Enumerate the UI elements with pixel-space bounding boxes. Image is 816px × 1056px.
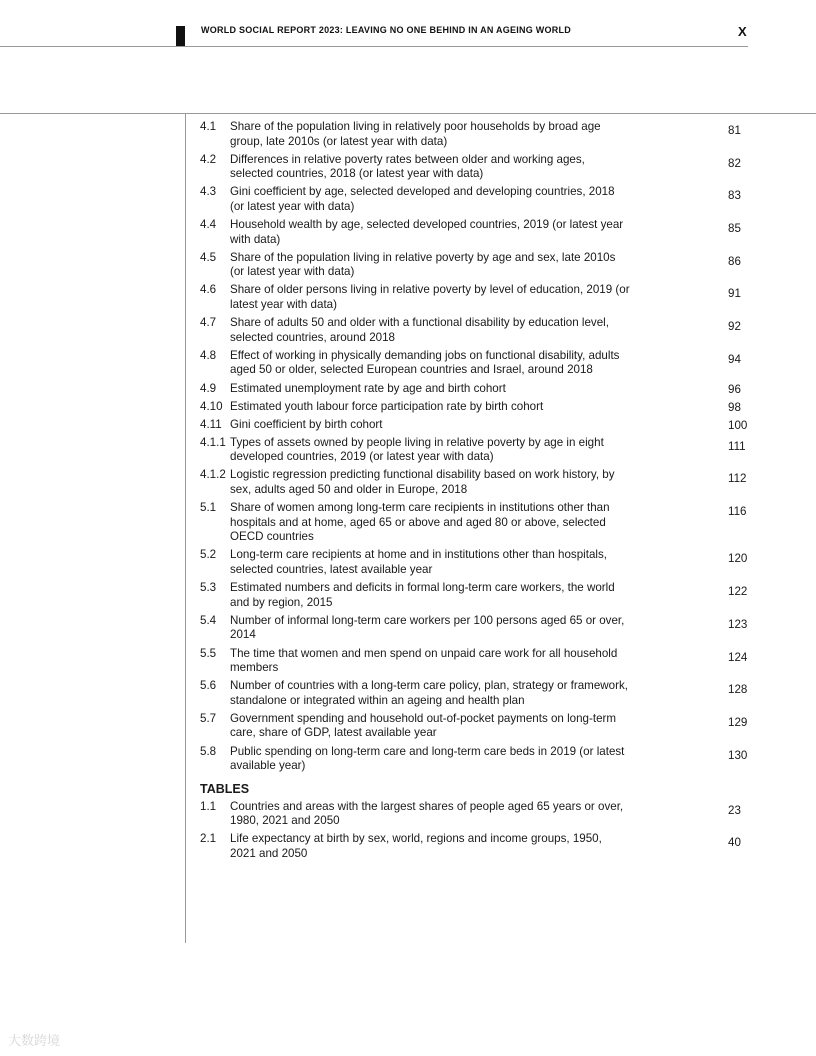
entry-number: 4.5 <box>200 250 217 264</box>
entry-page-number: 100 <box>728 418 748 432</box>
entry-title: Estimated youth labour force participation rate by birth cohort <box>230 399 544 413</box>
entry-number: 5.8 <box>200 744 217 758</box>
entry-page-number: 96 <box>728 382 741 396</box>
entry-number: 5.2 <box>200 548 217 562</box>
entry-number: 4.4 <box>200 218 217 232</box>
entry-title: Government spending and household out-of-pocket payments on long-term care, share of GDP, latest available year <box>230 711 617 740</box>
entry-page-number: 86 <box>728 254 741 268</box>
figure-entry[interactable] <box>200 501 760 545</box>
figure-entry[interactable] <box>200 382 760 397</box>
entry-number: 4.7 <box>200 316 217 330</box>
entry-number: 4.2 <box>200 152 217 166</box>
entry-page-number: 83 <box>728 189 741 203</box>
entry-title: Household wealth by age, selected developed countries, 2019 (or latest year with data) <box>230 218 624 246</box>
page-number: X <box>738 24 747 39</box>
figures-list <box>200 120 760 774</box>
entry-number: 1.1 <box>200 799 217 813</box>
entry-number: 5.3 <box>200 581 217 595</box>
figure-entry[interactable] <box>200 581 760 610</box>
figure-entry[interactable] <box>200 712 760 741</box>
entry-page-number: 92 <box>728 320 741 334</box>
figure-entry[interactable] <box>200 251 760 280</box>
entry-number: 4.1 <box>200 120 217 133</box>
entry-number: 5.1 <box>200 501 217 515</box>
entry-page-number: 91 <box>728 287 741 301</box>
entry-page-number: 81 <box>728 124 741 137</box>
entry-number: 4.10 <box>200 399 223 413</box>
entry-page-number: 23 <box>728 803 741 817</box>
entry-title: Countries and areas with the largest shares of people aged 65 years or over, 1980, 2021 and 2050 <box>230 799 624 828</box>
entry-number: 4.3 <box>200 185 217 199</box>
entry-title: The time that women and men spend on unpaid care work for all household members <box>230 646 618 675</box>
figure-entry[interactable] <box>200 679 760 708</box>
figure-entry[interactable] <box>200 349 760 378</box>
figure-entry[interactable] <box>200 283 760 312</box>
figure-entry[interactable] <box>200 548 760 577</box>
entry-number: 2.1 <box>200 832 217 846</box>
entry-page-number: 112 <box>728 472 747 486</box>
entry-title: Estimated unemployment rate by age and birth cohort <box>230 381 506 395</box>
entry-page-number: 129 <box>728 715 748 729</box>
entry-page-number: 111 <box>728 439 746 453</box>
figure-entry[interactable] <box>200 745 760 774</box>
entry-page-number: 40 <box>728 836 741 850</box>
figure-entry[interactable] <box>200 218 760 247</box>
entry-page-number: 128 <box>728 683 748 697</box>
running-header-title: WORLD SOCIAL REPORT 2023: LEAVING NO ONE BEHIND IN AN AGEING WORLD <box>201 25 572 35</box>
header-marker <box>176 26 185 46</box>
figure-entry[interactable] <box>200 120 760 149</box>
entry-number: 5.7 <box>200 711 217 725</box>
entry-title: Number of informal long-term care workers per 100 persons aged 65 or over, 2014 <box>230 613 625 642</box>
entry-number: 4.1.1 <box>200 435 226 449</box>
entry-page-number: 85 <box>728 222 741 236</box>
figure-entry[interactable] <box>200 316 760 345</box>
figure-entry[interactable] <box>200 418 760 433</box>
entry-page-number: 116 <box>728 505 747 519</box>
contents-list <box>200 120 760 865</box>
entry-title: Long-term care recipients at home and in institutions other than hospitals, selected countries, latest available year <box>230 548 608 577</box>
entry-number: 5.6 <box>200 679 217 693</box>
header-rule <box>0 46 748 47</box>
entry-page-number: 123 <box>728 617 748 631</box>
figure-entry[interactable] <box>200 153 760 182</box>
entry-page-number: 82 <box>728 156 741 170</box>
entry-title: Share of older persons living in relative poverty by level of education, 2019 (or latest year with data) <box>230 283 630 312</box>
entry-title: Effect of working in physically demanding jobs on functional disability, adults aged 50 or older, selected European countries and Israel, around 2018 <box>230 348 620 377</box>
watermark: 大数跨境 <box>8 1033 61 1048</box>
margin-rule <box>185 113 186 943</box>
entry-title: Types of assets owned by people living in relative poverty by age in eight developed countries, 2019 (or latest year with data) <box>230 435 604 464</box>
figure-entry[interactable] <box>200 614 760 643</box>
table-entry[interactable] <box>200 832 760 861</box>
entry-title: Public spending on long-term care and long-term care beds in 2019 (or latest available year) <box>230 744 625 773</box>
figure-entry[interactable] <box>200 185 760 214</box>
table-entry[interactable] <box>200 800 760 829</box>
entry-page-number: 94 <box>728 352 741 366</box>
entry-title: Differences in relative poverty rates between older and working ages, selected countries, 2018 (or latest year with data) <box>230 152 585 181</box>
entry-title: Share of the population living in relatively poor households by broad age group, late 2010s (or latest year with data) <box>230 120 601 148</box>
tables-list <box>200 800 760 862</box>
entry-number: 4.8 <box>200 348 217 362</box>
entry-title: Number of countries with a long-term care policy, plan, strategy or framework, standalone or integrated within an ageing and health plan <box>230 679 628 707</box>
entry-page-number: 124 <box>728 650 748 664</box>
tables-heading: TABLES <box>200 781 250 796</box>
entry-number: 4.6 <box>200 283 217 297</box>
entry-number: 4.1.2 <box>200 468 226 482</box>
entry-title: Gini coefficient by birth cohort <box>230 417 383 431</box>
entry-title: Logistic regression predicting functional disability based on work history, by sex, adults aged 50 and older in Europe, 2018 <box>230 468 615 497</box>
figure-entry[interactable] <box>200 468 760 497</box>
entry-number: 4.9 <box>200 381 217 395</box>
entry-title: Share of adults 50 and older with a functional disability by education level, selected countries, around 2018 <box>230 316 609 344</box>
section-rule <box>0 113 816 114</box>
entry-title: Share of women among long-term care recipients in institutions other than hospitals and at home, aged 65 or above and aged 80 or above, selected OECD countries <box>230 501 610 544</box>
entry-number: 5.5 <box>200 646 217 660</box>
entry-page-number: 122 <box>728 585 748 599</box>
figure-entry[interactable] <box>200 436 760 465</box>
entry-title: Estimated numbers and deficits in formal long-term care workers, the world and by region, 2015 <box>230 581 615 609</box>
entry-title: Life expectancy at birth by sex, world, regions and income groups, 1950, 2021 and 2050 <box>230 832 602 861</box>
entry-page-number: 98 <box>728 400 741 414</box>
entry-page-number: 120 <box>728 552 748 566</box>
entry-page-number: 130 <box>728 748 748 762</box>
entry-number: 5.4 <box>200 613 217 627</box>
figure-entry[interactable] <box>200 647 760 676</box>
entry-title: Share of the population living in relative poverty by age and sex, late 2010s (or latest year with data) <box>230 250 616 279</box>
entry-title: Gini coefficient by age, selected developed and developing countries, 2018 (or latest year with data) <box>230 185 615 213</box>
figure-entry[interactable] <box>200 400 760 415</box>
entry-number: 4.11 <box>200 417 222 431</box>
